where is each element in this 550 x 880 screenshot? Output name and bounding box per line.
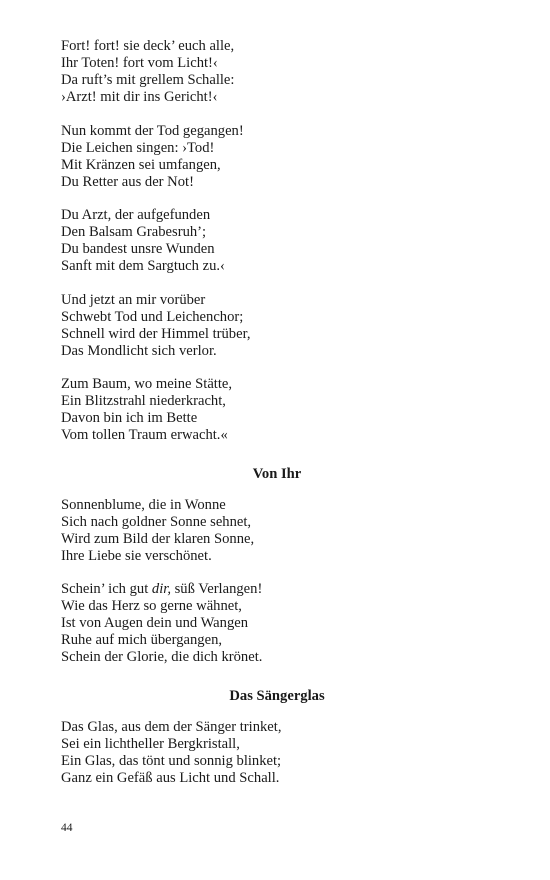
verse-line: Nun kommt der Tod gegangen! <box>61 122 244 139</box>
verse-line: Fort! fort! sie deck’ euch alle, <box>61 38 235 54</box>
verse-line: Ein Glas, das tönt und sonnig blinket; <box>61 752 282 769</box>
stanza <box>61 123 493 191</box>
verse-line <box>61 581 493 598</box>
stanza <box>61 292 493 360</box>
verse-segment: süß Verlangen! <box>170 581 263 597</box>
verse-line: Schwebt Tod und Leichenchor; <box>61 308 244 325</box>
verse-emphasis: dir, <box>151 581 171 597</box>
stanza <box>61 376 493 444</box>
verse-line: Sich nach goldner Sonne sehnet, <box>61 513 252 530</box>
verse-line: ›Arzt! mit dir ins Gericht!‹ <box>61 89 218 105</box>
verse-line: Schein der Glorie, die dich krönet. <box>61 649 263 665</box>
stanza <box>61 207 493 275</box>
verse-line: Ganz ein Gefäß aus Licht und Schall. <box>61 769 280 786</box>
verse-line: Du Arzt, der aufgefunden <box>61 207 211 223</box>
verse-segment: Schein’ ich gut <box>61 581 152 597</box>
page-body <box>61 38 493 803</box>
verse-line: Du bandest unsre Wunden <box>61 241 215 257</box>
page-number: 44 <box>61 822 73 834</box>
verse-line: Schnell wird der Himmel trüber, <box>61 325 251 342</box>
poem-title: Von Ihr <box>252 465 302 482</box>
verse-line: Davon bin ich im Bette <box>61 410 198 426</box>
verse-line: Mit Kränzen sei umfangen, <box>61 156 221 173</box>
poem-von-ihr <box>61 466 493 667</box>
verse-line: Wie das Herz so gerne wähnet, <box>61 598 242 614</box>
stanza <box>61 581 493 666</box>
poem-title: Das Sängerglas <box>229 687 325 704</box>
verse-line: Wird zum Bild der klaren Sonne, <box>61 530 255 547</box>
verse-line: Sanft mit dem Sargtuch zu.‹ <box>61 258 225 274</box>
verse-line: Und jetzt an mir vorüber <box>61 291 206 308</box>
verse-line: Ruhe auf mich übergangen, <box>61 632 223 648</box>
verse-line: Du Retter aus der Not! <box>61 173 194 190</box>
verse-line: Die Leichen singen: ›Tod! <box>61 139 215 156</box>
verse-line: Das Glas, aus dem der Sänger trinket, <box>61 718 282 735</box>
verse-line: Sei ein lichtheller Bergkristall, <box>61 735 240 752</box>
verse-line: Sonnenblume, die in Wonne <box>61 496 226 513</box>
verse-line: Ein Blitzstrahl niederkracht, <box>61 393 226 409</box>
verse-line: Zum Baum, wo meine Stätte, <box>61 376 233 392</box>
poem-saengerglas <box>61 688 493 787</box>
verse-line: Ihre Liebe sie verschönet. <box>61 547 212 564</box>
verse-line: Vom tollen Traum erwacht.« <box>61 427 228 443</box>
stanza <box>61 38 493 106</box>
verse-line: Das Mondlicht sich verlor. <box>61 342 217 359</box>
stanza <box>61 719 493 787</box>
stanza <box>61 497 493 565</box>
verse-line: Den Balsam Grabesruh’; <box>61 224 207 240</box>
poem-continuation <box>61 38 493 444</box>
verse-line: Da ruft’s mit grellem Schalle: <box>61 72 235 88</box>
verse-line: Ist von Augen dein und Wangen <box>61 615 249 631</box>
verse-line: Ihr Toten! fort vom Licht!‹ <box>61 55 218 71</box>
